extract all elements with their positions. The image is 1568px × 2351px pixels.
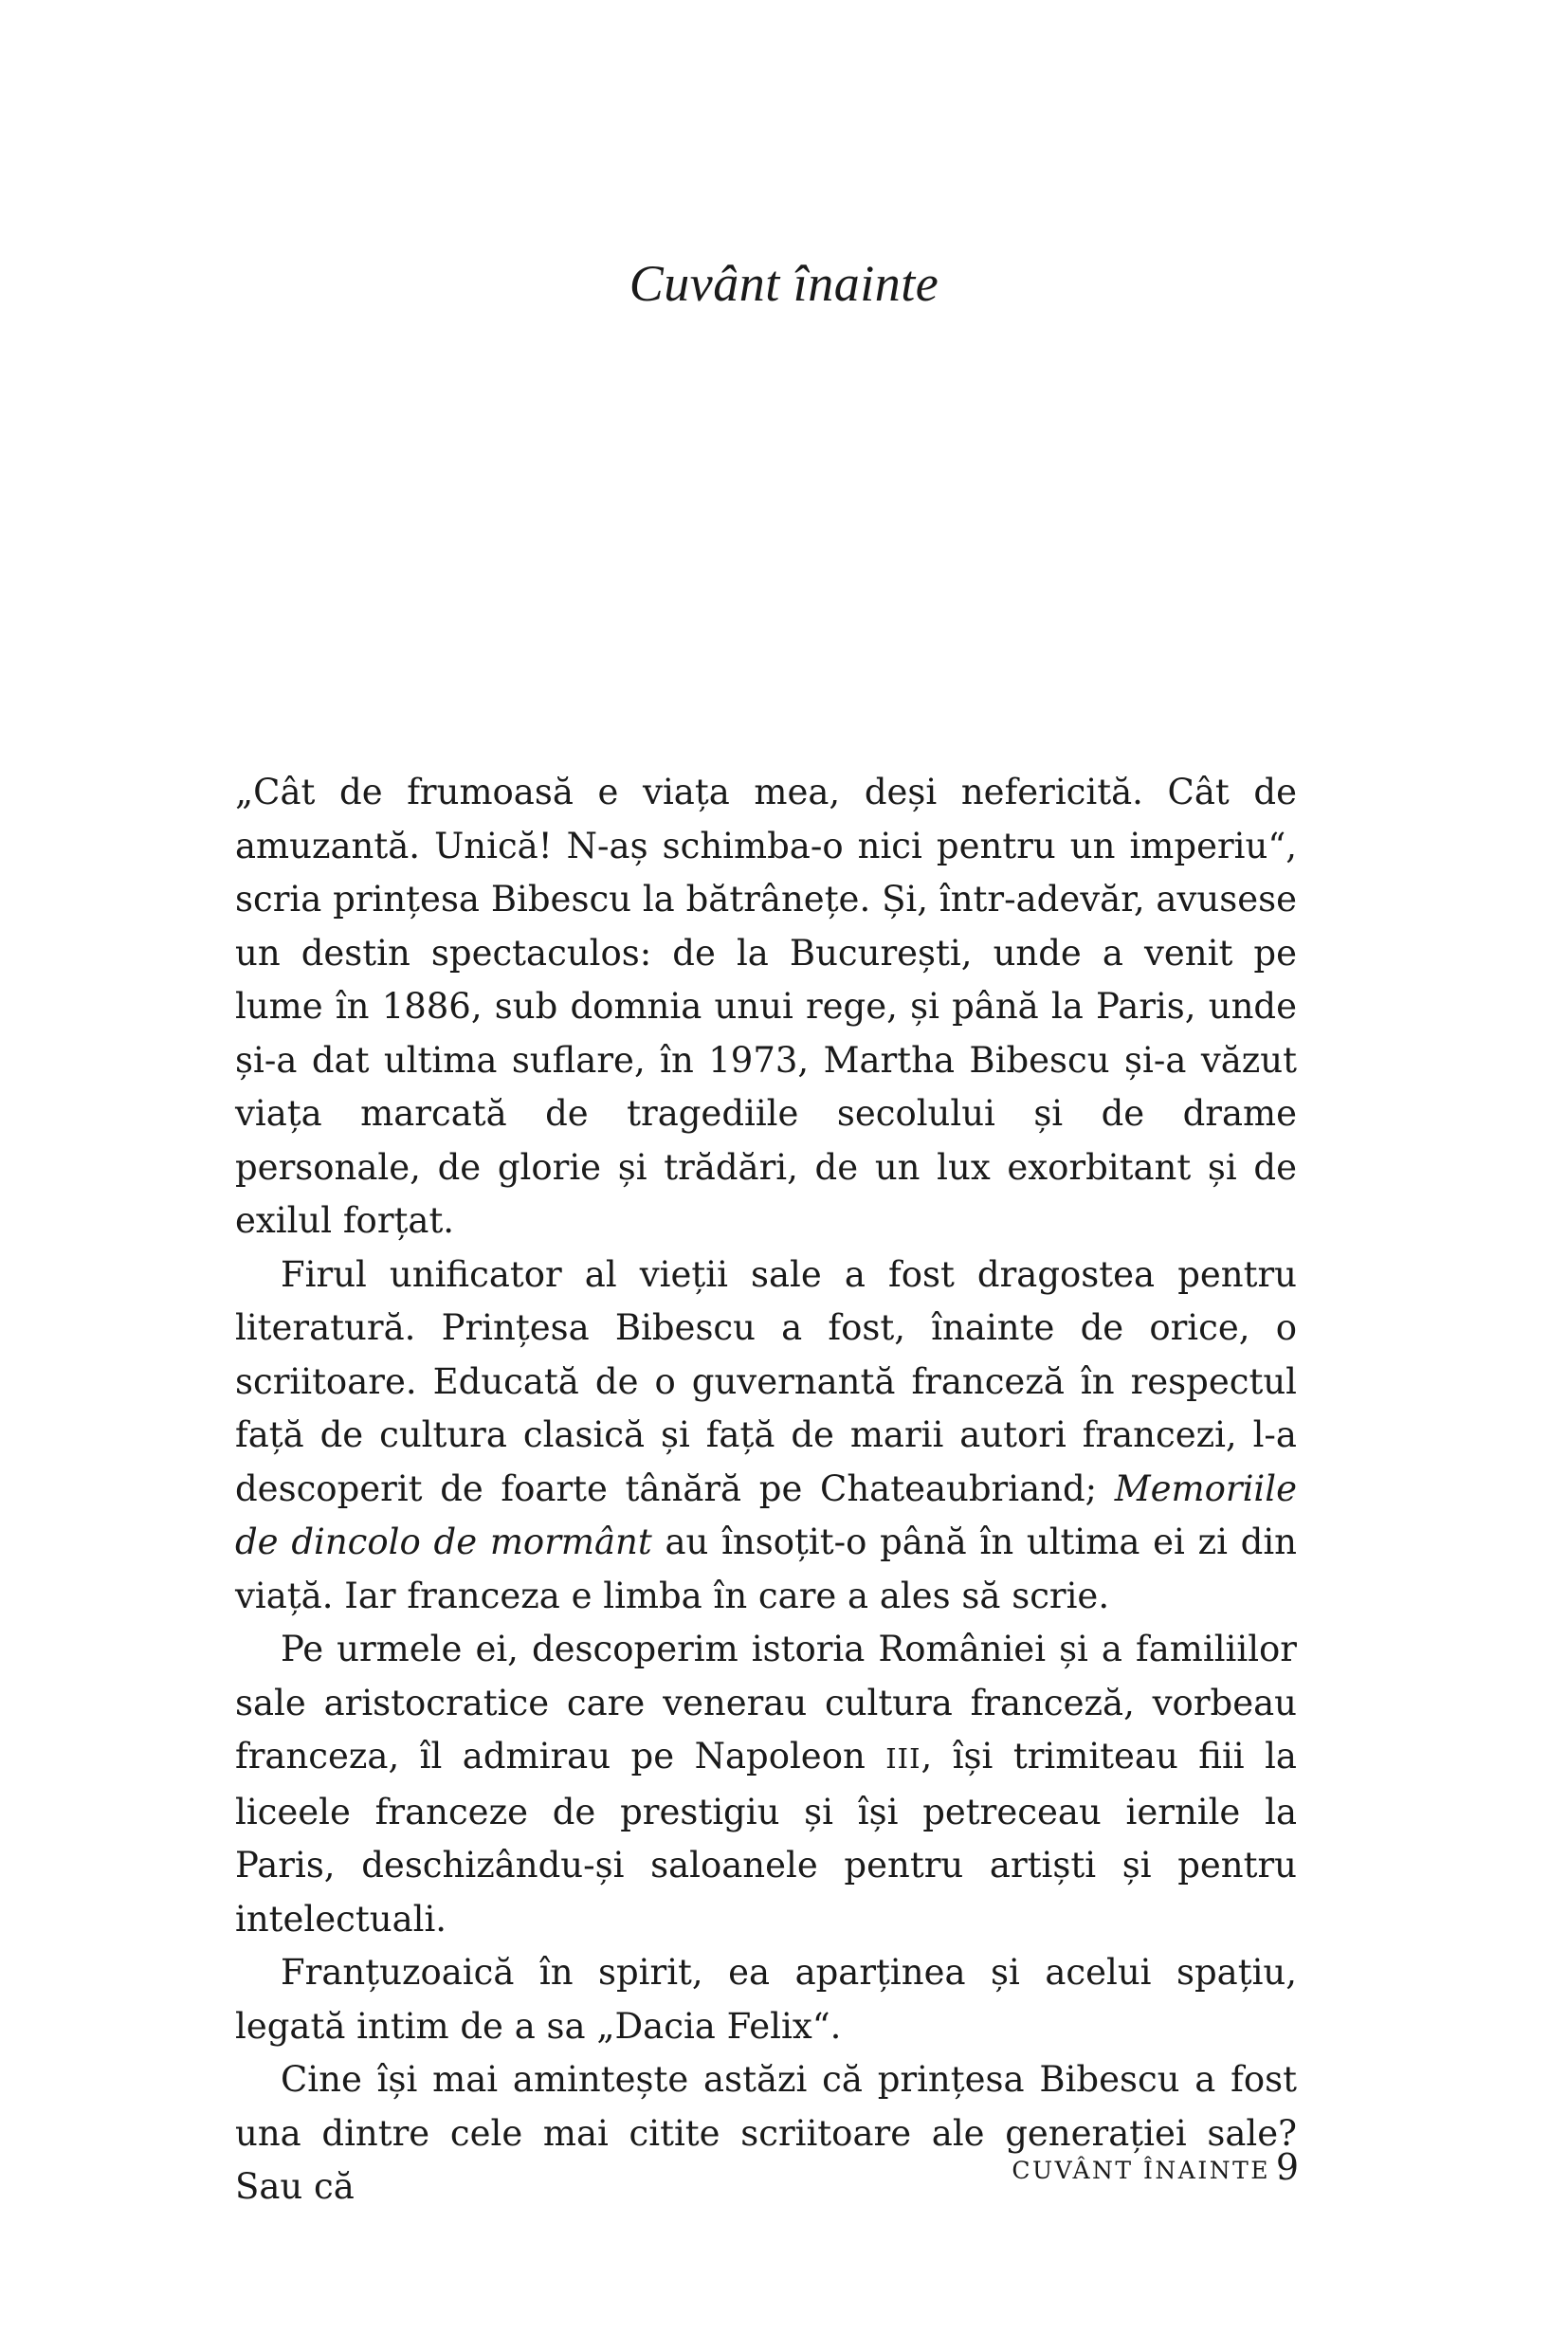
- text-segment: Cine își mai amintește astăzi că prințesa Bibescu a fost una dintre cele mai citite scriitoare ale generației sale? Sau că: [235, 2059, 1297, 2207]
- page-number: 9: [1275, 2146, 1299, 2188]
- chapter-title: Cuvânt înainte: [629, 255, 939, 312]
- book-title-italic: Memoriile de dincolo de mormânt: [235, 1467, 1297, 1562]
- paragraph: [235, 1248, 1297, 1624]
- paragraph: [235, 1946, 1297, 2053]
- text-segment: Pe urmele ei, descoperim istoria României și a familiilor sale aristocratice care venerau cultura franceză, vorbeau franceza, îl admirau pe Napoleon: [235, 1629, 1297, 1777]
- text-segment: , își trimiteau fiii la liceele franceze de prestigiu și își petreceau iernile la Paris, deschizându-și saloanele pentru artiști și pentru intelectuali.: [235, 1736, 1297, 1940]
- text-segment: „Cât de frumoasă e viața mea, deși nefericită. Cât de amuzantă. Unică! N-aș schimba-o nici pentru un imperiu“, scria prințesa Bibescu la bătrânețe. Și, într-adevăr, avusese un destin spectaculos: de la București, unde a venit pe lume în 1886, sub domnia unui rege, și până la Paris, unde și-a dat ultima suflare, în 1973, Martha Bibescu și-a văzut viața marcată de tragediile secolului și de drame personale, de glorie și trădări, de un lux exorbitant și de exilul forțat.: [235, 772, 1297, 1241]
- running-footer: CUVÂNT ÎNAINTE: [1012, 2157, 1270, 2184]
- paragraph: [235, 2053, 1297, 2214]
- paragraph: [235, 1623, 1297, 1946]
- text-segment: au însoțit-o până în ultima ei zi din viață. Iar franceza e limba în care a ales să scrie.: [235, 1522, 1298, 1616]
- roman-numeral-smallcaps: III: [885, 1742, 921, 1775]
- body-text: [235, 766, 1297, 2214]
- paragraph: [235, 766, 1297, 1248]
- text-segment: Franțuzoaică în spirit, ea aparținea și acelui spațiu, legată intim de a sa „Dacia Felix“.: [235, 1952, 1297, 2047]
- text-segment: Firul unificator al vieții sale a fost dragostea pentru literatură. Prințesa Bibescu a fost, înainte de orice, o scriitoare. Educată de o guvernantă franceză în respectul față de cultura clasică și față de marii autori francezi, l-a descoperit de foarte tânără pe Chateaubriand;: [235, 1253, 1297, 1509]
